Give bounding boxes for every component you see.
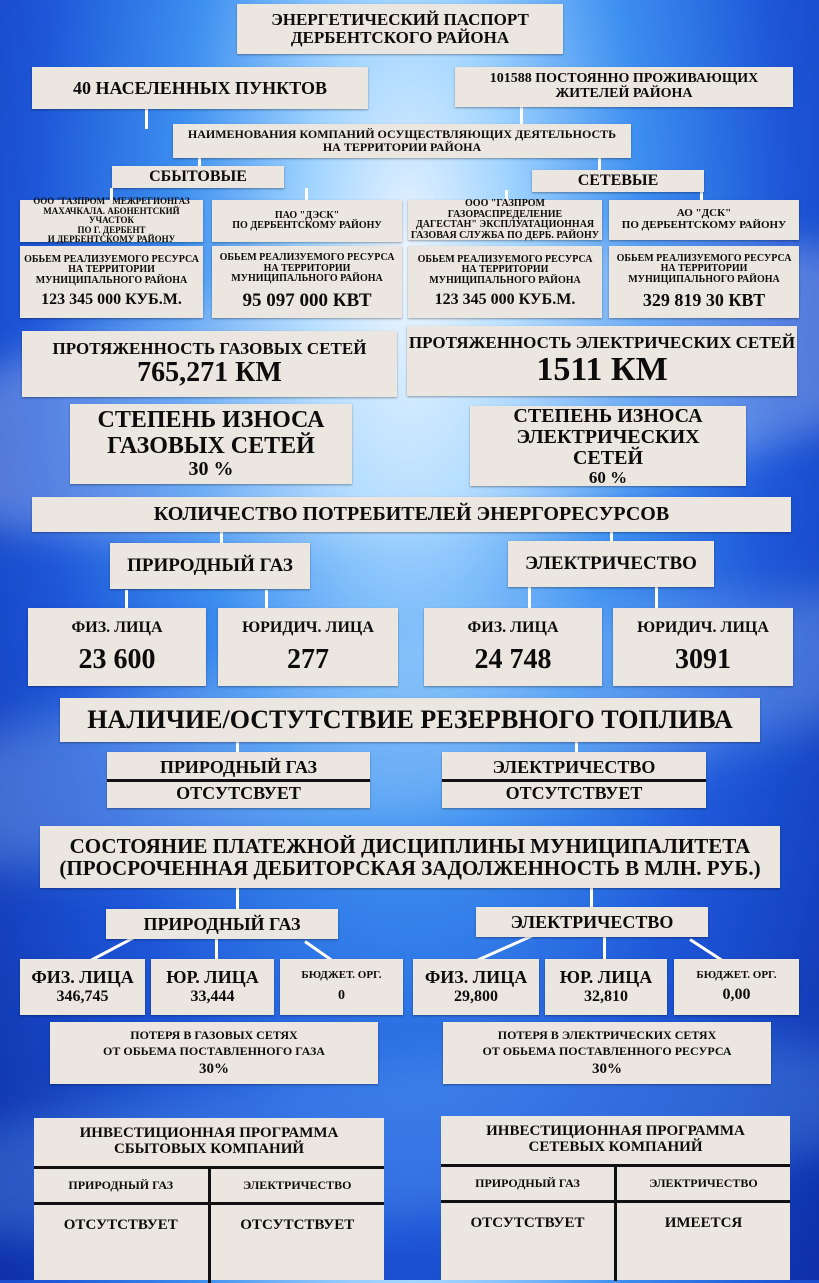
elec-length-value: 1511 КМ <box>536 351 668 389</box>
sales-investment-table <box>34 1118 384 1280</box>
divider <box>442 779 706 782</box>
companies-title: НА ТЕРРИТОРИИ РАЙОНА <box>322 140 482 154</box>
elec-wear-label: СТЕПЕНЬ ИЗНОСА <box>513 404 703 427</box>
debt-value: 0 <box>338 988 345 1004</box>
volume-value: 329 819 30 КВТ <box>642 290 766 311</box>
title-line: ДЕРБЕНТСКОГО РАЙОНА <box>290 28 510 47</box>
table-cell: ИМЕЕТСЯ <box>614 1203 790 1281</box>
consumer-type-label: ЮРИДИЧ. ЛИЦА <box>637 618 769 636</box>
table-row <box>441 1203 790 1281</box>
company-name-box <box>609 200 799 240</box>
payments-gas-label-box <box>106 909 338 939</box>
debt-value: 29,800 <box>454 988 498 1006</box>
reserve-gas-status: ОТСУТСВУЕТ <box>176 782 301 803</box>
gas-wear-box <box>70 404 352 484</box>
company-name-box <box>212 200 402 242</box>
gas-wear-label: СТЕПЕНЬ ИЗНОСА <box>97 407 325 434</box>
payments-elec-label-box <box>476 907 708 937</box>
gas-network-length-box <box>22 331 397 397</box>
consumer-count-box <box>28 608 206 686</box>
electric-loss-box <box>443 1022 771 1084</box>
residents-text: ЖИТЕЛЕЙ РАЙОНА <box>555 86 693 101</box>
volume-label: МУНИЦИПАЛЬНОГО РАЙОНА <box>429 274 581 286</box>
connector-line <box>598 158 601 170</box>
residents-text: 101588 ПОСТОЯННО ПРОЖИВАЮЩИХ <box>489 71 759 87</box>
connector-line <box>305 188 308 200</box>
debt-type-label: ЮР. ЛИЦА <box>166 967 259 988</box>
volume-label: МУНИЦИПАЛЬНОГО РАЙОНА <box>35 274 188 286</box>
sales-label-box <box>112 166 284 188</box>
consumers-title-box <box>32 497 791 532</box>
table-title: СБЫТОВЫХ КОМПАНИЙ <box>113 1141 305 1157</box>
table-header-cell: ЭЛЕКТРИЧЕСТВО <box>614 1167 790 1200</box>
volume-value: 95 097 000 КВТ <box>242 289 372 311</box>
table-header <box>34 1118 384 1169</box>
consumer-count-box <box>424 608 602 686</box>
debt-value: 33,444 <box>190 988 235 1006</box>
reserve-elec-box <box>442 752 706 808</box>
gas-loss-box <box>50 1022 378 1084</box>
debt-type-label: ФИЗ. ЛИЦА <box>31 967 134 988</box>
volume-label: МУНИЦИПАЛЬНОГО РАЙОНА <box>231 273 383 285</box>
settlements-text: 40 НАСЕЛЕННЫХ ПУНКТОВ <box>72 77 327 98</box>
settlements-box <box>32 67 368 109</box>
debt-box <box>674 959 799 1015</box>
consumer-count: 277 <box>287 643 329 675</box>
company-name-box <box>408 200 602 240</box>
network-investment-table <box>441 1116 790 1280</box>
elec-wear-label: СЕТЕЙ <box>572 446 644 469</box>
company-volume-box <box>212 246 402 318</box>
company-name: ООО "ГАЗПРОМ" МЕЖРЕГИОНГАЗ <box>33 196 190 207</box>
elec-length-label: ПРОТЯЖЕННОСТЬ ЭЛЕКТРИЧЕСКИХ СЕТЕЙ <box>408 333 796 353</box>
debt-type-label: БЮДЖЕТ. ОРГ. <box>696 968 777 981</box>
electric-network-length-box <box>407 326 797 396</box>
volume-label: ОБЬЕМ РЕАЛИЗУЕМОГО РЕСУРСА <box>616 252 792 264</box>
reserve-elec-status: ОТСУТСТВУЕТ <box>505 782 643 803</box>
title-line: ЭНЕРГЕТИЧЕСКИЙ ПАСПОРТ <box>271 10 529 30</box>
connector-line <box>125 590 128 608</box>
volume-value: 123 345 000 КУБ.М. <box>434 291 576 309</box>
company-name: И ДЕРБЕНТСКОМУ РАЙОНУ <box>47 234 176 245</box>
volume-label: ОБЬЕМ РЕАЛИЗУЕМОГО РЕСУРСА <box>24 253 199 265</box>
gas-length-label: ПРОТЯЖЕННОСТЬ ГАЗОВЫХ СЕТЕЙ <box>52 339 367 359</box>
companies-title: НАИМЕНОВАНИЯ КОМПАНИЙ ОСУЩЕСТВЛЯЮЩИХ ДЕЯТЕЛЬНОСТЬ <box>187 127 617 142</box>
network-label-box <box>532 170 704 192</box>
volume-label: МУНИЦИПАЛЬНОГО РАЙОНА <box>628 273 780 285</box>
connector-line <box>590 887 593 909</box>
company-name: ООО "ГАЗПРОМ ГАЗОРАСПРЕДЕЛЕНИЕ <box>447 198 563 220</box>
divider <box>107 779 370 782</box>
volume-label: НА ТЕРРИТОРИИ <box>660 263 748 275</box>
consumer-type-label: ЮРИДИЧ. ЛИЦА <box>242 618 374 636</box>
table-header-cell: ПРИРОДНЫЙ ГАЗ <box>475 1176 580 1190</box>
company-name: ПО Г. ДЕРБЕНТ <box>77 224 146 235</box>
reserve-elec-label: ЭЛЕКТРИЧЕСТВО <box>492 756 656 777</box>
consumer-count: 23 600 <box>78 643 156 675</box>
connector-line <box>528 587 531 608</box>
company-name: МАХАЧКАЛА. АБОНЕНТСКИЙ УЧАСТОК <box>43 205 180 226</box>
debt-type-label: ЮР. ЛИЦА <box>559 967 653 988</box>
sales-label: СБЫТОВЫЕ <box>149 167 247 185</box>
gas-wear-value: 30 % <box>188 457 234 480</box>
connector-line <box>236 887 239 909</box>
payments-title: СОСТОЯНИЕ ПЛАТЕЖНОЙ ДИСЦИПЛИНЫ МУНИЦИПАЛИТЕТА <box>69 833 751 858</box>
reserve-gas-label: ПРИРОДНЫЙ ГАЗ <box>159 756 318 777</box>
company-name: ПАО "ДЭСК" <box>274 209 340 221</box>
network-label: СЕТЕВЫЕ <box>577 171 659 189</box>
volume-label: НА ТЕРРИТОРИИ <box>263 262 351 274</box>
consumer-count-box <box>613 608 793 686</box>
connector-line <box>265 590 268 608</box>
companies-title-box <box>173 124 631 158</box>
table-title: ИНВЕСТИЦИОННАЯ ПРОГРАММА <box>486 1123 745 1140</box>
electric-wear-box <box>470 406 746 486</box>
debt-box <box>151 959 274 1015</box>
consumers-title: КОЛИЧЕСТВО ПОТРЕБИТЕЛЕЙ ЭНЕРГОРЕСУРСОВ <box>153 503 670 525</box>
reserve-title-box <box>60 698 760 742</box>
company-name: ГАЗОВАЯ СЛУЖБА ПО ДЕРБ. РАЙОНУ <box>410 229 600 241</box>
table-row <box>34 1169 384 1205</box>
volume-value: 123 345 000 КУБ.М. <box>41 291 182 309</box>
volume-label: НА ТЕРРИТОРИИ <box>68 264 155 276</box>
reserve-title: НАЛИЧИЕ/ОСТУТСТВИЕ РЕЗЕРВНОГО ТОПЛИВА <box>87 705 733 735</box>
debt-type-label: БЮДЖЕТ. ОРГ. <box>301 968 382 981</box>
payments-title: (ПРОСРОЧЕННАЯ ДЕБИТОРСКАЯ ЗАДОЛЖЕННОСТЬ В МЛН. РУБ.) <box>59 856 761 880</box>
connector-line <box>575 742 578 752</box>
consumers-elec-label-box <box>508 541 714 587</box>
table-title: СЕТЕВЫХ КОМПАНИЙ <box>528 1139 703 1155</box>
reserve-gas-box <box>107 752 370 808</box>
company-name: ПО ДЕРБЕНТСКОМУ РАЙОНУ <box>232 220 382 231</box>
table-cell: ОТСУТСТВУЕТ <box>470 1215 585 1231</box>
elec-loss-value: 30% <box>592 1060 622 1077</box>
consumer-type-label: ФИЗ. ЛИЦА <box>467 618 559 636</box>
debt-box <box>545 959 667 1015</box>
elec-wear-value: 60 % <box>588 467 628 487</box>
consumers-gas-label: ПРИРОДНЫЙ ГАЗ <box>127 555 293 577</box>
table-cell: ОТСУТСТВУЕТ <box>63 1217 178 1233</box>
consumer-type-label: ФИЗ. ЛИЦА <box>71 618 163 636</box>
page-title <box>237 4 563 54</box>
elec-loss-label: ПОТЕРЯ В ЭЛЕКТРИЧЕСКИХ СЕТЯХ <box>497 1027 717 1042</box>
elec-loss-label: ОТ ОБЬЕМА ПОСТАВЛЕННОГО РЕСУРСА <box>482 1044 732 1059</box>
table-row <box>34 1205 384 1283</box>
volume-label: ОБЬЕМ РЕАЛИЗУЕМОГО РЕСУРСА <box>219 252 395 264</box>
consumer-count: 3091 <box>675 643 731 675</box>
consumers-elec-label: ЭЛЕКТРИЧЕСТВО <box>525 553 697 575</box>
company-name-box <box>20 196 203 245</box>
connector-line <box>655 587 658 608</box>
table-header-cell: ПРИРОДНЫЙ ГАЗ <box>68 1178 174 1192</box>
company-volume-box <box>20 246 203 318</box>
debt-type-label: ФИЗ. ЛИЦА <box>424 967 528 988</box>
debt-value: 346,745 <box>56 988 109 1006</box>
payments-gas-label: ПРИРОДНЫЙ ГАЗ <box>143 913 301 934</box>
consumers-gas-label-box <box>110 543 310 589</box>
volume-label: ОБЬЕМ РЕАЛИЗУЕМОГО РЕСУРСА <box>417 253 593 265</box>
debt-value: 32,810 <box>584 988 628 1006</box>
volume-label: НА ТЕРРИТОРИИ <box>461 264 549 276</box>
payments-title-box <box>40 826 780 888</box>
elec-wear-label: ЭЛЕКТРИЧЕСКИХ <box>516 425 700 448</box>
table-row <box>441 1167 790 1203</box>
connector-line <box>603 935 606 959</box>
debt-value: 0,00 <box>722 986 751 1004</box>
table-header <box>441 1116 790 1167</box>
connector-line <box>236 742 239 752</box>
company-name: ДАГЕСТАН" ЭКСПЛУАТАЦИОННАЯ <box>415 219 595 230</box>
gas-loss-label: ПОТЕРЯ В ГАЗОВЫХ СЕТЯХ <box>130 1027 298 1042</box>
company-name: АО "ДСК" <box>676 207 732 220</box>
gas-length-value: 765,271 КМ <box>137 357 282 389</box>
gas-loss-label: ОТ ОБЬЕМА ПОСТАВЛЕННОГО ГАЗА <box>103 1044 325 1059</box>
residents-box <box>455 67 793 107</box>
debt-box <box>20 959 145 1015</box>
company-volume-box <box>609 246 799 318</box>
payments-elec-label: ЭЛЕКТРИЧЕСТВО <box>510 911 674 932</box>
company-volume-box <box>408 246 602 318</box>
gas-loss-value: 30% <box>199 1060 229 1077</box>
table-header-cell: ЭЛЕКТРИЧЕСТВО <box>208 1169 385 1202</box>
table-cell: ОТСУТСТВУЕТ <box>208 1205 385 1283</box>
consumer-count-box <box>218 608 398 686</box>
connector-line <box>215 937 218 959</box>
debt-box <box>280 959 403 1015</box>
gas-wear-label: ГАЗОВЫХ СЕТЕЙ <box>107 432 315 459</box>
table-title: ИНВЕСТИЦИОННАЯ ПРОГРАММА <box>79 1125 339 1142</box>
debt-box <box>413 959 539 1015</box>
company-name: ПО ДЕРБЕНТСКОМУ РАЙОНУ <box>621 219 787 231</box>
consumer-count: 24 748 <box>474 643 552 675</box>
